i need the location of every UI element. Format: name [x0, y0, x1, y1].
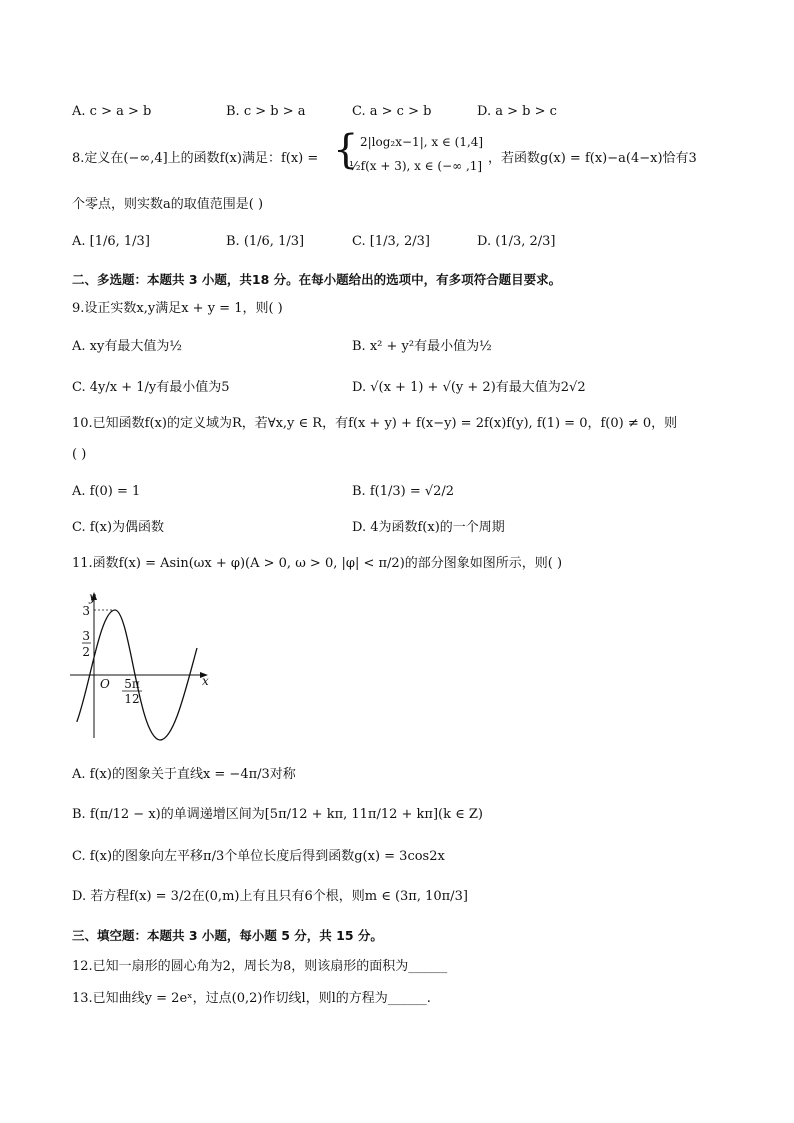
q11-option-d: D. 若方程f(x) = 3/2在(0,m)上有且只有6个根，则m ∈ (3π, 10π/3] — [72, 889, 468, 904]
q8-stem-line-2: 个零点，则实数a的取值范围是( ) — [72, 197, 264, 212]
y-mid-denominator: 2 — [82, 645, 90, 659]
q10-option-d: D. 4为函数f(x)的一个周期 — [352, 520, 505, 535]
q10-stem: 10.已知函数f(x)的定义域为R，若∀x,y ∈ R，有f(x + y) + f(x−y) = 2f(x)f(y), f(1) = 0，f(0) ≠ 0，则 — [72, 416, 678, 431]
q9-option-b: B. x² + y²有最小值为½ — [352, 339, 492, 354]
y-max-label: 3 — [82, 604, 90, 618]
q11-option-b: B. f(π/12 − x)的单调递增区间为[5π/12 + kπ, 11π/12 + kπ](k ∈ Z) — [72, 807, 483, 822]
q12-stem: 12.已知一扇形的圆心角为2，周长为8，则该扇形的面积为______ — [72, 959, 448, 974]
q8-stem-start: 8.定义在(−∞,4]上的函数f(x)满足：f(x) = — [72, 151, 319, 166]
q7-option-a: A. c > a > b — [72, 104, 152, 119]
q11-stem: 11.函数f(x) = Asin(ωx + φ)(A > 0, ω > 0, |φ| < π/2)的部分图象如图所示，则( ) — [72, 556, 563, 571]
q10-option-b: B. f(1/3) = √2/2 — [352, 484, 455, 499]
q9-option-c: C. 4y/x + 1/y有最小值为5 — [72, 380, 230, 395]
q8-option-a: A. [1/6, 1/3] — [72, 234, 150, 249]
q9-stem: 9.设正实数x,y满足x + y = 1，则( ) — [72, 301, 283, 316]
section-3-heading: 三、填空题：本题共 3 小题，每小题 5 分，共 15 分。 — [72, 928, 383, 943]
origin-label: O — [100, 677, 110, 691]
y-mid-numerator: 3 — [82, 629, 90, 643]
q7-option-b: B. c > b > a — [226, 104, 306, 119]
section-2-heading: 二、多选题：本题共 3 小题，共18 分。在每小题给出的选项中，有多项符合题目要求。 — [72, 272, 562, 287]
q9-option-a: A. xy有最大值为½ — [72, 339, 182, 354]
x-mark-denominator: 12 — [124, 692, 140, 706]
sine-graph — [66, 588, 211, 743]
q11-option-c: C. f(x)的图象向左平移π/3个单位长度后得到函数g(x) = 3cos2x — [72, 849, 445, 864]
q10-stem-line-2: ( ) — [72, 447, 87, 462]
y-axis-label: y — [89, 590, 96, 604]
q8-stem-end: ，若函数g(x) = f(x)−a(4−x)恰有3 — [488, 151, 697, 166]
x-mark-numerator: 5π — [124, 677, 140, 691]
q7-option-d: D. a > b > c — [477, 104, 557, 119]
q10-option-a: A. f(0) = 1 — [72, 484, 141, 499]
q8-option-c: C. [1/3, 2/3] — [352, 234, 430, 249]
q7-option-c: C. a > c > b — [352, 104, 432, 119]
x-axis-label: x — [202, 674, 209, 688]
q8-piece-1: 2|log₂x−1|, x ∈ (1,4] — [360, 135, 484, 149]
q13-stem: 13.已知曲线y = 2eˣ，过点(0,2)作切线l，则l的方程为______. — [72, 991, 431, 1006]
q11-option-a: A. f(x)的图象关于直线x = −4π/3对称 — [72, 767, 296, 782]
q8-brace: { — [333, 127, 359, 173]
q8-piece-2: ½f(x + 3), x ∈ (−∞ ,1] — [349, 159, 483, 173]
q9-option-d: D. √(x + 1) + √(y + 2)有最大值为2√2 — [352, 380, 586, 395]
q8-option-d: D. (1/3, 2/3] — [477, 234, 556, 249]
q8-option-b: B. (1/6, 1/3] — [226, 234, 305, 249]
q10-option-c: C. f(x)为偶函数 — [72, 520, 165, 535]
